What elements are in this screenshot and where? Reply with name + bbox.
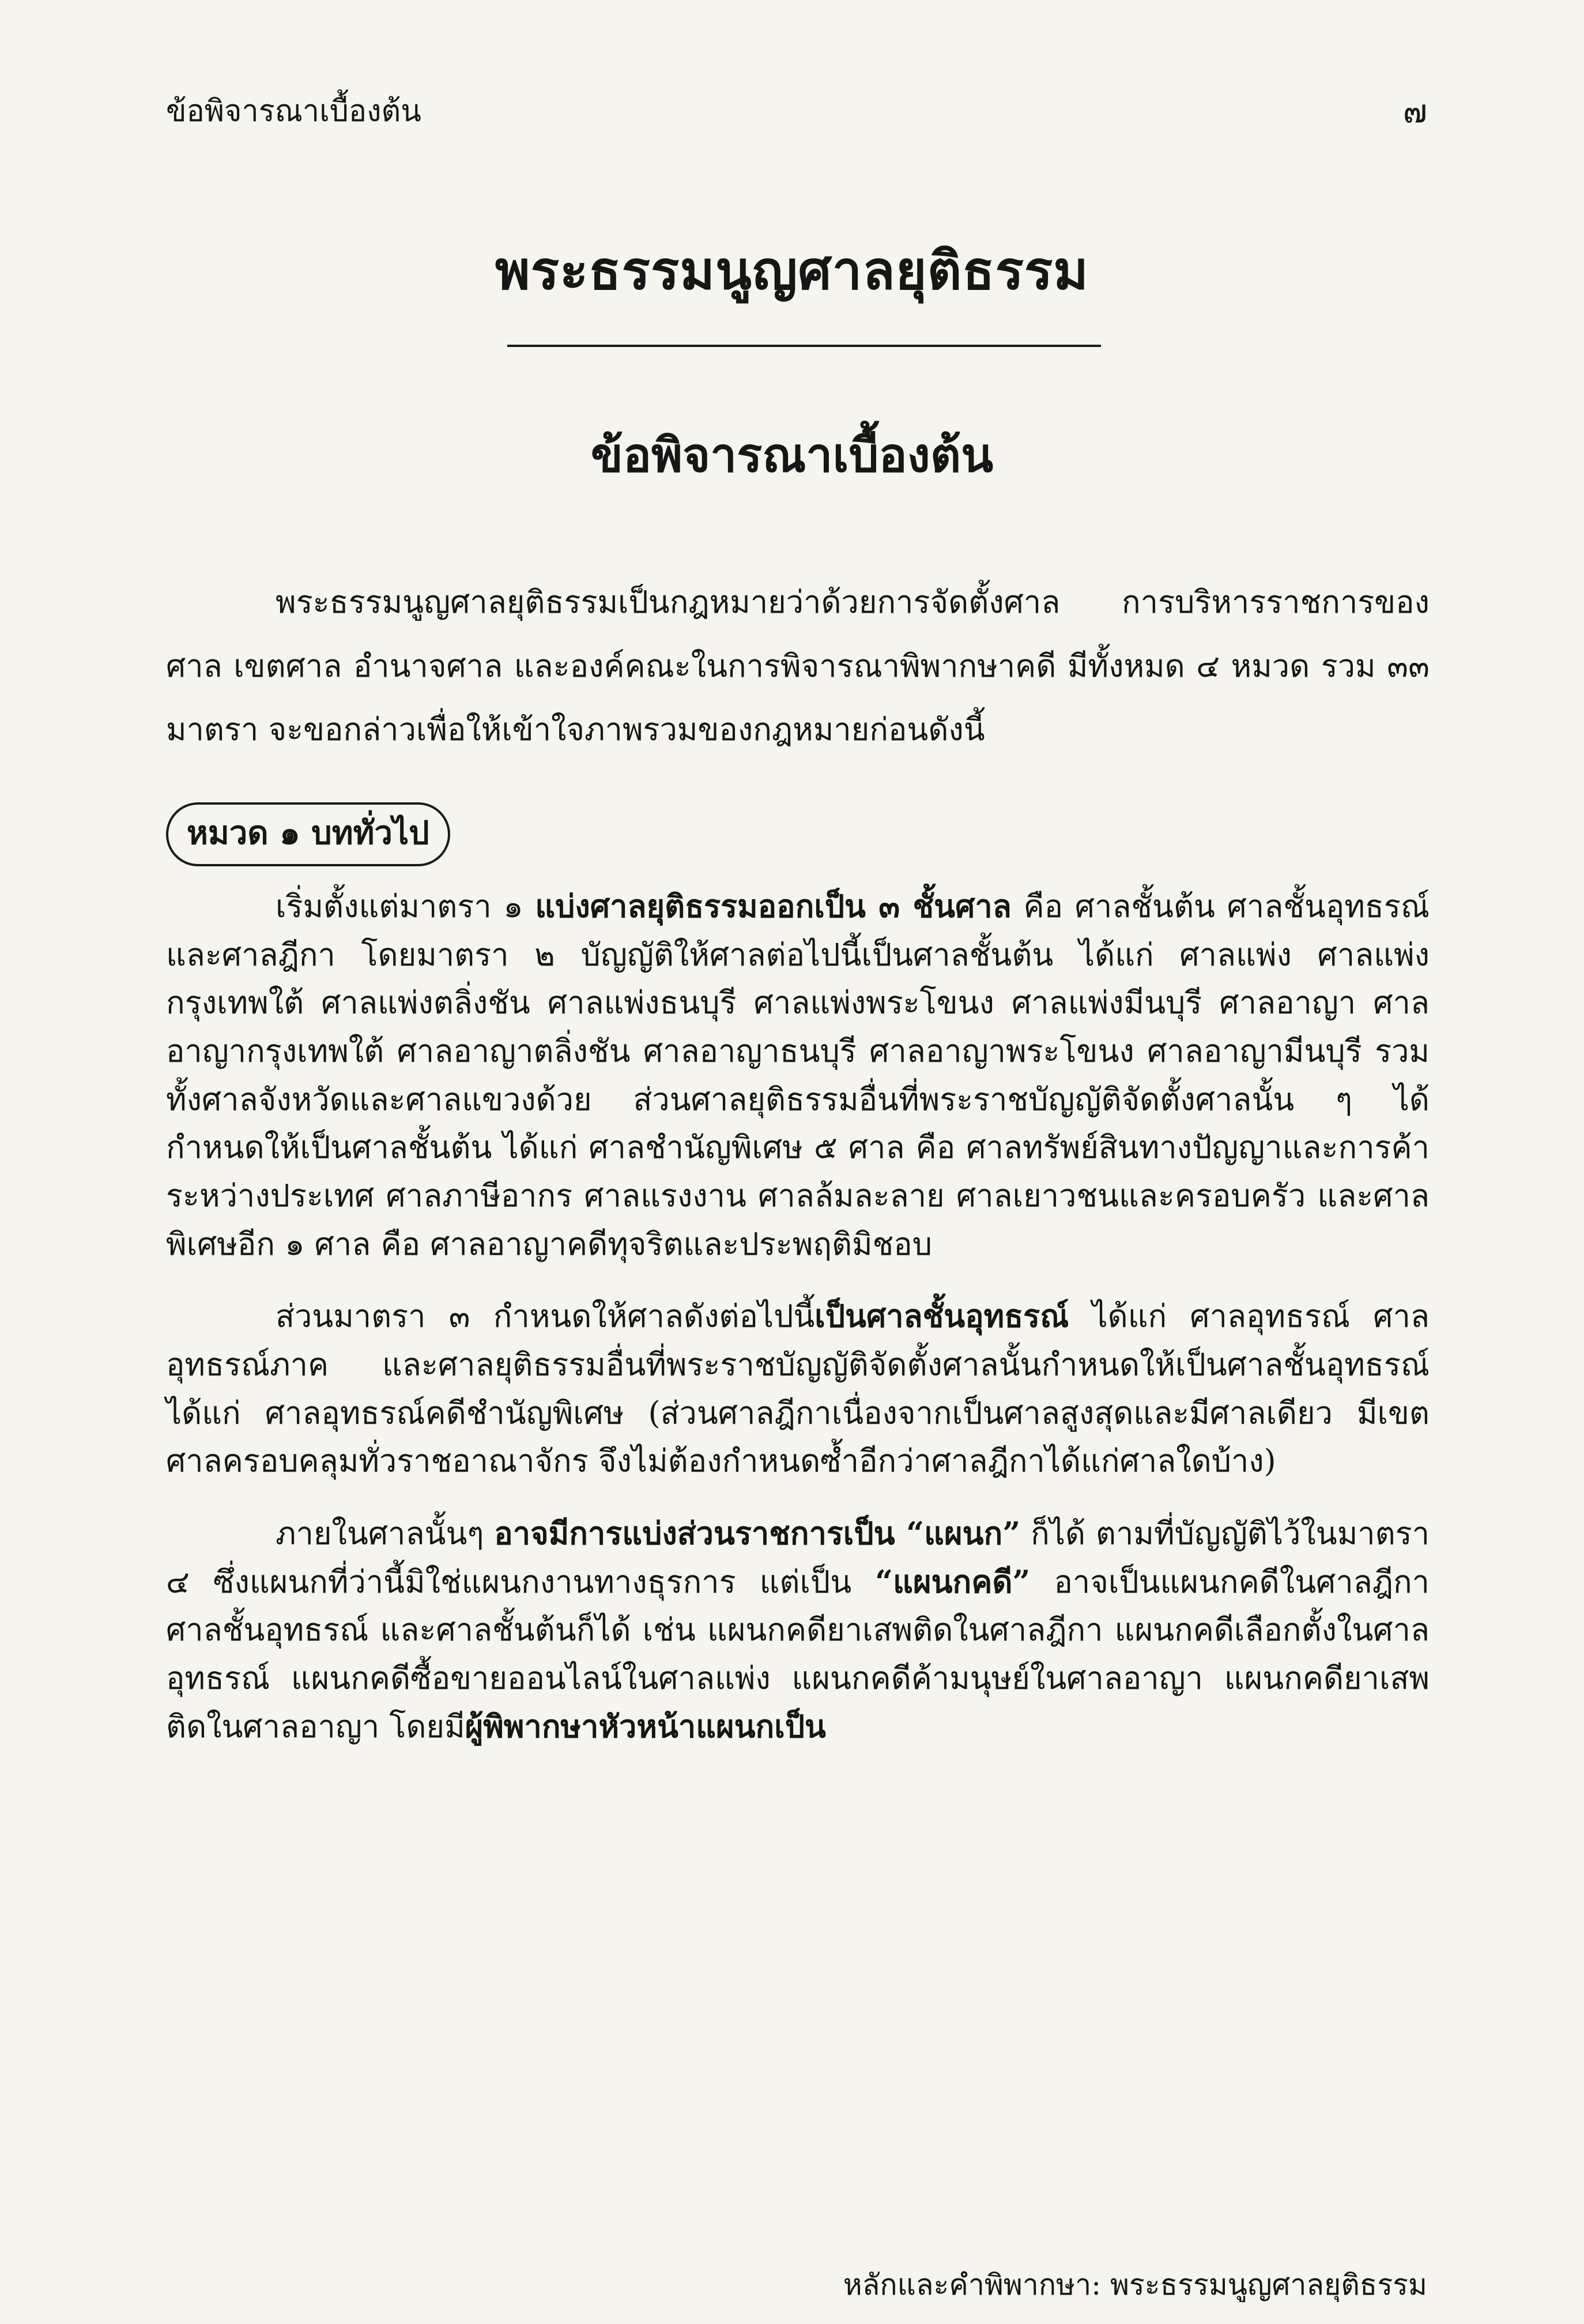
text-run: ส่วนมาตรา ๓ กำหนดให้ศาลดังต่อไปนี้ — [276, 1298, 815, 1335]
bold-emphasis: อาจมีการแบ่งส่วนราชการเป็น “แผนก” — [494, 1515, 1021, 1552]
title-divider — [507, 345, 1101, 347]
text-run: ได้แก่ ศาลอุทธรณ์ ศาลอุทธรณ์ภาค และศาลยุติธรรมอื่นที่พระราชบัญญัติจัดตั้งศาลนั้นกำหนดให้เป็นศาลชั้นอุทธรณ์ ได้แก่ ศาลอุทธรณ์คดีชำนัญพิเศษ (ส่วนศาลฎีกาเนื่องจากเป็นศาลสูงสุดและมีศาลเดียว มีเขตศาลครอบคลุมทั่วราชอาณาจักร จึงไม่ต้องกำหนดซ้ำอีกว่าศาลฎีกาได้แก่ศาลใดบ้าง) — [166, 1298, 1430, 1480]
bold-emphasis: “แผนกคดี” — [875, 1563, 1031, 1600]
text-run: คือ ศาลชั้นต้น ศาลชั้นอุทธรณ์ และศาลฎีกา โดยมาตรา ๒ บัญญัติให้ศาลต่อไปนี้เป็นศาลชั้นต้น ได้แก่ ศาลแพ่ง ศาลแพ่งกรุงเทพใต้ ศาลแพ่งตลิ่งชัน ศาลแพ่งธนบุรี ศาลแพ่งพระโขนง ศาลแพ่งมีนบุรี ศาลอาญา ศาลอาญากรุงเทพใต้ ศาลอาญาตลิ่งชัน ศาลอาญาธนบุรี ศาลอาญาพระโขนง ศาลอาญามีนบุรี รวมทั้งศาลจังหวัดและศาลแขวงด้วย ส่วนศาลยุติธรรมอื่นที่พระราชบัญญัติจัดตั้งศาลนั้น ๆ ได้กำหนดให้เป็นศาลชั้นต้น ได้แก่ ศาลชำนัญพิเศษ ๕ ศาล คือ ศาลทรัพย์สินทางปัญญาและการค้าระหว่างประเทศ ศาลภาษีอากร ศาลแรงงาน ศาลล้มละลาย ศาลเยาวชนและครอบครัว และศาลพิเศษอีก ๑ ศาล คือ ศาลอาญาคดีทุจริตและประพฤติมิชอบ — [166, 888, 1430, 1262]
text-run: ก็ได้ ตามที่บัญญัติไว้ในมาตรา ๔ ซึ่งแผนกที่ว่านี้มิใช่แผนกงานทางธุรการ แต่เป็น — [166, 1515, 1430, 1600]
bold-emphasis: แบ่งศาลยุติธรรมออกเป็น ๓ ชั้นศาล — [535, 887, 1012, 925]
bold-emphasis: ผู้พิพากษาหัวหน้าแผนกเป็น — [465, 1707, 826, 1745]
text-run: เริ่มตั้งแต่มาตรา ๑ — [276, 888, 535, 925]
bold-emphasis: เป็นศาลชั้นอุทธรณ์ — [814, 1297, 1069, 1335]
chapter-heading: หมวด ๑ บททั่วไป — [166, 802, 450, 866]
paragraph-appeal-courts — [166, 1292, 1430, 1485]
page-number: ๗ — [1402, 93, 1427, 130]
text-run: อาจเป็นแผนกคดีในศาลฎีกา ศาลชั้นอุทธรณ์ และศาลชั้นต้นก็ได้ เช่น แผนกคดียาเสพติดในศาลฎีกา แผนกคดีเลือกตั้งในศาลอุทธรณ์ แผนกคดีซื้อขายออนไลน์ในศาลแพ่ง แผนกคดีค้ามนุษย์ในศาลอาญา แผนกคดียาเสพติดในศาลอาญา โดยมี — [166, 1563, 1430, 1745]
body-text — [166, 571, 1430, 1775]
page-title: พระธรรมนูญศาลยุติธรรม — [495, 239, 1089, 301]
paragraph-court-levels — [166, 882, 1430, 1269]
paragraph-divisions — [166, 1510, 1430, 1750]
intro-paragraph: พระธรรมนูญศาลยุติธรรมเป็นกฎหมายว่าด้วยการจัดตั้งศาล การบริหารราชการของศาล เขตศาล อำนาจศาล และองค์คณะในการพิจารณาพิพากษาคดี มีทั้งหมด ๔ หมวด รวม ๓๓ มาตรา จะขอกล่าวเพื่อให้เข้าใจภาพรวมของกฎหมายก่อนดังนี้ — [166, 584, 1430, 748]
section-subtitle: ข้อพิจารณาเบื้องต้น — [590, 428, 994, 483]
running-footer: หลักและคำพิพากษา: พระธรรมนูญศาลยุติธรรม — [843, 2268, 1427, 2302]
running-header-title: ข้อพิจารณาเบื้องต้น — [166, 94, 421, 129]
text-run: ภายในศาลนั้นๆ — [276, 1515, 495, 1552]
